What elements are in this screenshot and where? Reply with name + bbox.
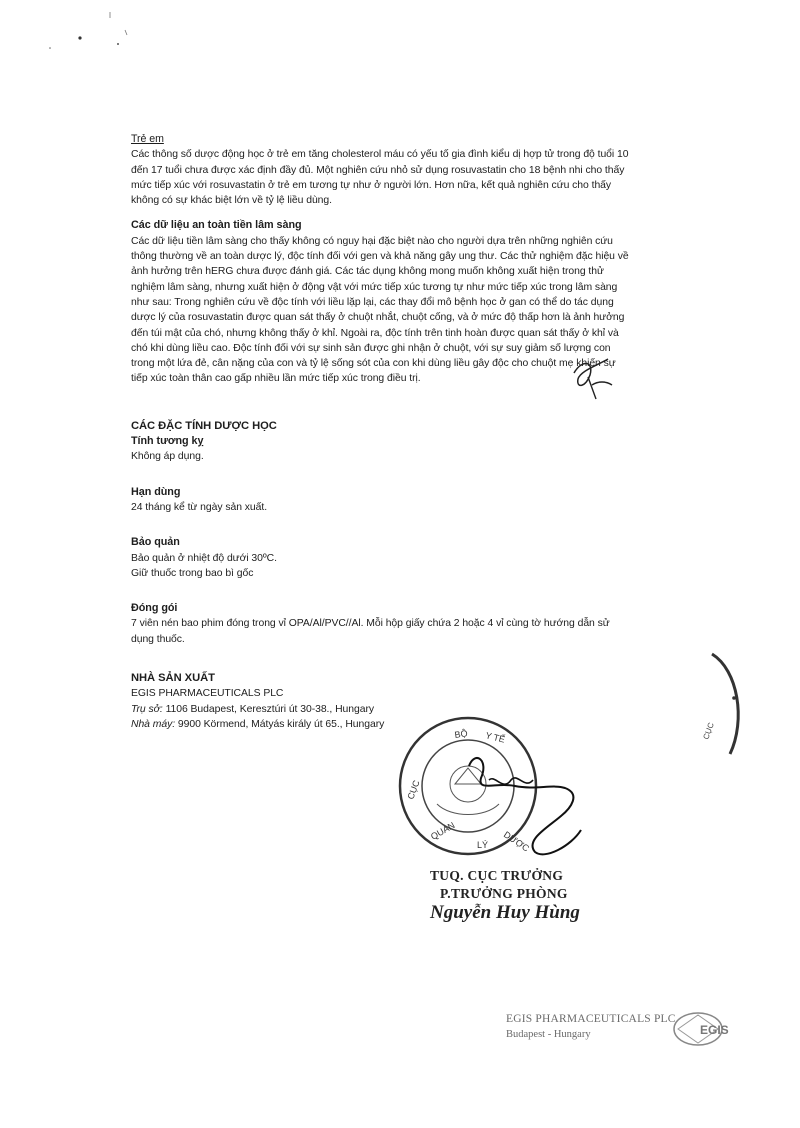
company-stamp <box>500 1001 755 1059</box>
shelf-heading: Hạn dùng <box>131 485 181 498</box>
egis-logo-icon <box>668 1007 738 1051</box>
approval-line-1: TUQ. CỤC TRƯỞNG <box>430 868 564 883</box>
pharma-title: CÁC ĐẶC TÍNH DƯỢC HỌC <box>131 419 277 432</box>
section-children <box>131 132 631 208</box>
factory-label: Nhà máy: <box>131 718 176 730</box>
partial-seal <box>690 650 750 770</box>
logo-text: EGIS <box>700 1023 729 1037</box>
svg-text:LÝ: LÝ <box>477 840 489 850</box>
svg-text:CỤC: CỤC <box>701 721 716 741</box>
approval-line-2: P.TRƯỞNG PHÒNG <box>440 886 568 901</box>
stamp-company-city: Budapest - Hungary <box>506 1029 591 1040</box>
manufacturer-title: NHÀ SẢN XUẤT <box>131 672 215 685</box>
storage-line-2: Giữ thuốc trong bao bì gốc <box>131 567 254 579</box>
pack-text: 7 viên nén bao phim đóng trong vỉ OPA/Al/PVC//Al. Mỗi hộp giấy chứa 2 hoặc 4 vỉ cùng tờ hướng dẫn sử dụng thuốc. <box>131 618 610 645</box>
manufacturer-name: EGIS PHARMACEUTICALS PLC <box>131 688 284 700</box>
preclinical-heading: Các dữ liệu an toàn tiền lâm sàng <box>131 219 302 232</box>
initials-signature <box>568 355 618 405</box>
hq-address: 1106 Budapest, Keresztúri út 30-38., Hungary <box>165 703 374 715</box>
children-text: Các thông số dược động học ở trẻ em tăng cholesterol máu có yếu tố gia đình kiểu dị hợp tử trong độ tuổi 10 đến 17 tuổi chưa được xác định đầy đủ. Một nghiên cứu nhỏ sử dụng rosuvastatin cho 18 bệnh nhi cho thấy mức tiếp xúc với rosuvastatin ở trẻ em tương tự như ở người lớn. Hơn nữa, kết quả nghiên cứu cho thấy không có sự khác biệt lớn về tỷ lệ liều dùng. <box>131 149 629 207</box>
factory-address: 9900 Körmend, Mátyás király út 65., Hungary <box>177 718 385 730</box>
pack-heading: Đóng gói <box>131 602 178 615</box>
scan-specks <box>0 0 800 80</box>
shelf-text: 24 tháng kể từ ngày sản xuất. <box>131 501 268 513</box>
incompat-text: Không áp dụng. <box>131 451 204 463</box>
svg-text:CỤC: CỤC <box>405 778 422 801</box>
children-heading: Trẻ em <box>131 133 164 145</box>
svg-text:DƯỢC: DƯỢC <box>501 829 532 854</box>
storage-line-1: Bảo quản ở nhiệt độ dưới 30ºC. <box>131 552 277 564</box>
svg-text:BỘ: BỘ <box>453 728 469 740</box>
document-body <box>131 132 631 732</box>
svg-text:QUẢN: QUẢN <box>429 820 457 842</box>
preclinical-text: Các dữ liệu tiền lâm sàng cho thấy không có nguy hại đặc biệt nào cho người dựa trên những nghiên cứu thông thường về an toàn dược lý, độc tính đối với gen và khả năng gây ung thư. Các thử nghiệm đặc hiệu về ảnh hưởng trên hERG chưa được đánh giá. Các tác dụng không mong muốn không xuất hiện trong thử nghiệm lâm sàng, nhưng xuất hiện ở động vật với mức tiếp xúc tương tự như mức tiếp xúc trong lâm sàng như sau: Trong nghiên cứu về độc tính với liều lặp lại, các thay đổi mô bệnh học ở gan có thể do tác dụng dược lý của rosuvastatin được quan sát thấy ở chuột nhắt, chuột cống, và ở mức độ thấp hơn là ảnh hưởng đến túi mật của chó, nhưng không thấy ở khỉ. Ngoài ra, độc tính trên tinh hoàn được quan sát thấy ở khỉ và chó khi dùng liều cao. Độc tính đối với sự sinh sản được ghi nhận ở chuột, với sự suy giảm số lượng con trong một lứa đẻ, cân nặng của con và tỷ lệ sống sót của con khi dùng liều gây độc cho chuột mẹ khiến sự tiếp xúc toàn thân cao gấp nhiều lần mức tiếp xúc trong điều trị. <box>131 235 629 385</box>
storage-heading: Bảo quản <box>131 536 180 549</box>
signer-name: Nguyễn Huy Hùng <box>430 902 580 923</box>
svg-text:Y TẾ: Y TẾ <box>484 730 507 745</box>
incompat-heading: Tính tương kỵ <box>131 435 204 448</box>
hq-label: Trụ sở: <box>131 703 163 715</box>
section-preclinical <box>131 218 631 386</box>
stamp-company-name: EGIS PHARMACEUTICALS PLC <box>506 1013 676 1025</box>
